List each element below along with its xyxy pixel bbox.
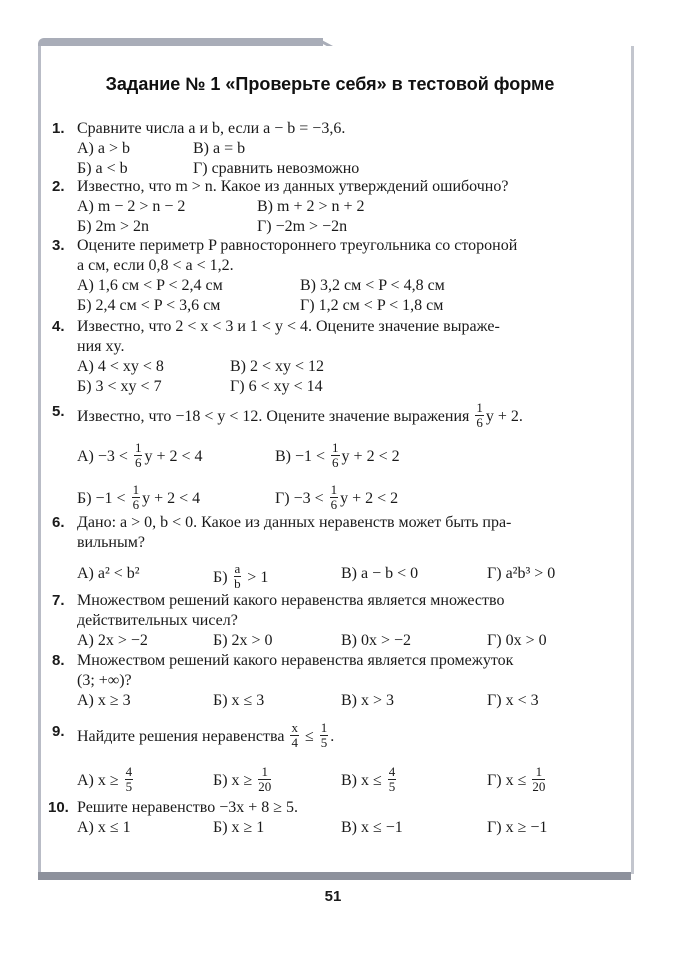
question-text [52,719,597,752]
answer-row [52,139,597,159]
text-segment: Множеством решений какого неравенства является промежуток [77,652,514,669]
answer-option[interactable] [275,482,399,514]
question-number: 9. [52,723,65,740]
question-1 [52,119,597,179]
fraction-numerator: 1 [134,440,142,455]
answer-option[interactable] [341,691,394,711]
text-segment: Г) сравнить невозможно [193,160,360,177]
answer-option[interactable] [77,440,203,472]
answer-option[interactable] [230,357,324,377]
question-number: 3. [52,237,65,254]
text-segment: Решите неравенство −3x + 8 ≥ 5. [77,799,299,816]
answer-option[interactable] [77,377,162,397]
question-text [52,317,597,337]
answer-option[interactable] [77,159,128,179]
answer-row [52,818,597,838]
question-4 [52,317,597,397]
fraction [330,483,339,512]
text-segment: Известно, что 2 < x < 3 и 1 < y < 4. Оцените значение выраже- [77,318,500,335]
fraction-numerator: 1 [132,482,140,497]
answer-row [52,197,597,217]
answer-row [52,553,597,595]
question-7 [52,591,597,651]
answer-option[interactable] [77,139,130,159]
question-number: 7. [52,592,65,609]
answer-option[interactable] [275,440,400,472]
question-text [52,798,597,818]
answer-option[interactable] [77,564,140,584]
text-segment: А) 4 < xy < 8 [77,358,164,375]
answer-option[interactable] [487,631,547,651]
text-segment: Найдите решения неравенства [77,728,289,745]
text-segment: А) a > b [77,140,131,157]
fraction-denominator: 5 [388,779,396,794]
fraction [532,765,545,794]
fraction [331,441,340,470]
fraction-denominator: 5 [125,779,133,794]
page-title: Задание № 1 «Проверьте себя» в тестовой форме [105,74,555,94]
text-segment: Б) 2m > 2n [77,218,149,235]
text-segment: Дано: a > 0, b < 0. Какое из данных неравенств может быть пра- [77,514,512,531]
text-segment: А) x ≥ 3 [77,692,131,709]
answer-option[interactable] [257,197,365,217]
text-segment: y + 2 < 2 [340,490,399,508]
text-segment: Б) 2x > 0 [213,632,273,649]
text-segment: В) 3,2 см < P < 4,8 см [300,277,445,294]
text-segment: Б) x ≥ [213,772,257,790]
answer-option[interactable] [77,197,185,217]
text-segment: Известно, что −18 < y < 12. Оцените значение выражения [77,408,474,425]
question-text [52,671,597,691]
answer-option[interactable] [300,276,445,296]
text-segment: В) 0x > −2 [341,632,412,649]
text-segment: a см, если 0,8 < a < 1,2. [77,257,234,274]
fraction [475,401,484,430]
text-segment: А) x ≤ 1 [77,819,131,836]
answer-row [52,296,597,316]
answer-option[interactable] [341,818,403,838]
answer-option[interactable] [487,764,547,796]
answer-option[interactable] [77,818,131,838]
question-text [52,651,597,671]
fraction-numerator: 1 [320,719,328,735]
question-3 [52,236,597,316]
question-5 [52,399,597,516]
answer-row [52,217,597,237]
text-segment: А) a² < b² [77,565,140,582]
text-segment: В) a − b < 0 [341,565,419,582]
fraction-denominator: 6 [132,497,140,512]
text-segment: Б) 3 < xy < 7 [77,378,162,395]
fraction [125,765,134,794]
text-segment: В) m + 2 > n + 2 [257,198,365,215]
text-segment: Б) x ≥ 1 [213,819,265,836]
text-segment: А) m − 2 > n − 2 [77,198,186,215]
text-segment: Сравните числа a и b, если a − b = −3,6. [77,120,346,137]
fraction-denominator: b [234,576,241,591]
question-text [52,256,597,276]
fraction-numerator: 4 [388,764,396,779]
text-segment: А) 1,6 см < P < 2,4 см [77,277,223,294]
answer-option[interactable] [341,564,418,584]
text-segment: ≤ [300,728,318,745]
fraction-numerator: 1 [476,399,483,415]
frame-bottom-bar [38,872,631,880]
question-number: 8. [52,652,65,669]
question-number: 2. [52,178,65,195]
answer-option[interactable] [213,764,273,796]
answer-option[interactable] [341,764,398,796]
text-segment: Г) −2m > −2n [257,218,348,235]
answer-row [52,276,597,296]
fraction [388,765,397,794]
text-segment: > 1 [243,569,269,587]
answer-row [52,357,597,377]
text-segment: ния xy. [77,338,125,355]
text-segment: В) x ≤ [341,772,386,790]
answer-option[interactable] [487,564,555,584]
question-number: 1. [52,120,65,137]
text-segment: Г) 1,2 см < P < 1,8 см [300,297,444,314]
answer-option[interactable] [487,691,539,711]
question-number: 4. [52,318,65,335]
text-segment: Оцените периметр P равностороннего треугольника со стороной [77,237,518,254]
answer-row [52,159,597,179]
text-segment: Г) x < 3 [487,692,539,709]
question-text [52,399,597,432]
answer-option[interactable] [77,296,220,316]
answer-row [52,432,597,474]
answer-option[interactable] [213,691,264,711]
text-segment: Г) −3 < [275,490,328,508]
text-segment: (3; +∞)? [77,672,132,689]
text-segment: Б) a < b [77,160,128,177]
answer-option[interactable] [77,357,164,377]
text-segment: В) 2 < xy < 12 [230,358,325,375]
answer-row [52,631,597,651]
text-segment: y + 2 < 4 [142,490,201,508]
answer-option[interactable] [77,691,131,711]
fraction [234,562,242,591]
answer-row [52,756,597,798]
text-segment: действительных чисел? [77,612,238,629]
question-text [52,337,597,357]
fraction-numerator: x [291,719,298,735]
answer-row [52,377,597,397]
text-segment: Г) x ≥ −1 [487,819,548,836]
fraction [320,721,329,750]
question-text [52,177,597,197]
fraction-denominator: 6 [134,455,142,470]
fraction-numerator: a [234,561,241,576]
text-segment: Б) x ≤ 3 [213,692,265,709]
fraction-denominator: 6 [332,455,339,470]
text-segment: y + 2 < 2 [341,448,400,466]
fraction-denominator: 6 [330,497,338,512]
fraction-numerator: 1 [258,765,271,780]
text-segment: Б) 2,4 см < P < 3,6 см [77,297,221,314]
answer-option[interactable] [487,818,547,838]
frame-tab [38,38,323,46]
question-2 [52,177,597,237]
answer-option[interactable] [213,631,273,651]
answer-option[interactable] [193,159,359,179]
question-6 [52,513,597,595]
fraction-denominator: 6 [476,414,483,430]
text-segment: Известно, что m > n. Какое из данных утверждений ошибочно? [77,178,509,195]
text-segment: Г) a²b³ > 0 [487,565,556,582]
answer-row [52,474,597,516]
answer-option[interactable] [77,276,223,296]
question-text [52,533,597,553]
question-8 [52,651,597,711]
fraction-numerator: 1 [330,482,338,497]
question-10 [48,798,597,838]
answer-option[interactable] [230,377,323,397]
page-number: 51 [324,888,342,905]
answer-option[interactable] [300,296,443,316]
answer-option[interactable] [213,818,264,838]
fraction-numerator: 4 [125,764,133,779]
question-text [52,236,597,256]
fraction-denominator: 20 [532,779,546,794]
answer-option[interactable] [77,764,135,796]
question-number: 6. [52,514,65,531]
answer-option[interactable] [77,482,201,514]
question-text [52,513,597,533]
answer-option[interactable] [213,561,269,593]
text-segment: Г) x ≤ [487,772,531,790]
answer-option[interactable] [193,139,245,159]
fraction-denominator: 5 [320,734,328,750]
text-segment: В) a = b [193,140,246,157]
fraction [290,721,299,750]
text-segment: y + 2. [485,408,523,425]
text-segment: В) x ≤ −1 [341,819,403,836]
fraction-numerator: 1 [532,765,545,780]
text-segment: y + 2 < 4 [144,448,203,466]
fraction [132,483,141,512]
text-segment: Г) 0x > 0 [487,632,547,649]
text-segment: В) −1 < [275,448,330,466]
text-segment: А) 2x > −2 [77,632,148,649]
question-text [52,119,597,139]
answer-option[interactable] [77,217,149,237]
text-segment: А) −3 < [77,448,132,466]
question-number: 10. [48,799,69,816]
answer-option[interactable] [341,631,411,651]
fraction-denominator: 20 [258,779,272,794]
question-9 [52,719,597,798]
text-segment: Б) [213,569,232,587]
fraction [258,765,271,794]
answer-option[interactable] [257,217,347,237]
text-segment: А) x ≥ [77,772,123,790]
text-segment: Б) −1 < [77,490,130,508]
question-text [52,591,597,611]
text-segment: В) x > 3 [341,692,395,709]
text-segment: Г) 6 < xy < 14 [230,378,323,395]
fraction [134,441,143,470]
answer-option[interactable] [77,631,148,651]
fraction-numerator: 1 [332,440,339,455]
text-segment: . [330,728,335,745]
text-segment: Множеством решений какого неравенства является множество [77,592,505,609]
text-segment: вильным? [77,534,145,551]
fraction-denominator: 4 [291,734,298,750]
answer-row [52,691,597,711]
question-number: 5. [52,403,65,420]
question-text [52,611,597,631]
